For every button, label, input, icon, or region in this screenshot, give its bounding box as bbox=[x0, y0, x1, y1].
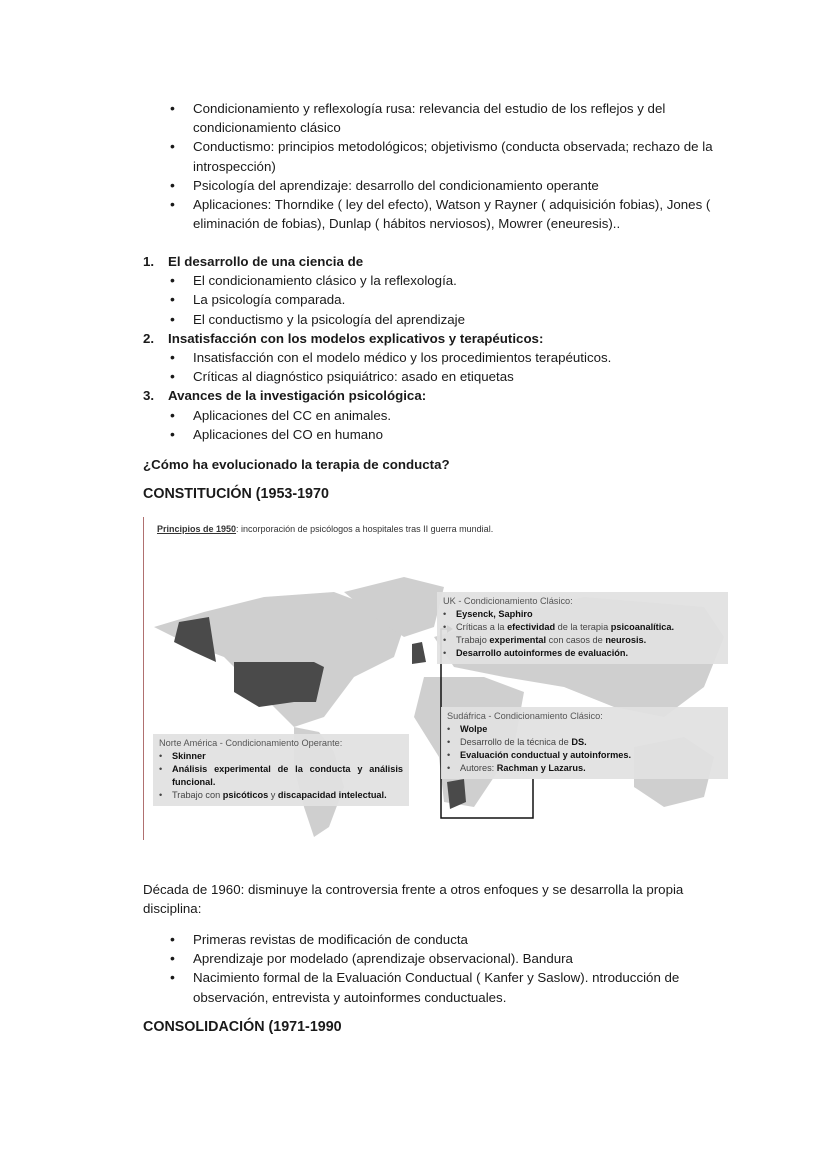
numbered-title: El desarrollo de una ciencia de bbox=[168, 254, 364, 269]
box-item: Eysenck, Saphiro bbox=[456, 609, 533, 619]
section-heading-consolidacion: CONSOLIDACIÓN (1971-1990 bbox=[143, 1019, 342, 1035]
list-item: • Críticas al diagnóstico psiquiátrico: asado en etiquetas bbox=[143, 367, 723, 386]
list-item: • La psicología comparada. bbox=[143, 290, 723, 309]
box-item: • Críticas a la efectividad de la terapia psicoanalítica. bbox=[443, 621, 722, 634]
world-map-figure bbox=[143, 517, 728, 840]
numbered-list bbox=[143, 252, 723, 444]
list-item: • Primeras revistas de modificación de conducta bbox=[143, 930, 723, 949]
list-item: • Conductismo: principios metodológicos; objetivismo (conducta observada; rechazo de la introspección) bbox=[143, 137, 723, 175]
box-title: UK - Condicionamiento Clásico: bbox=[443, 596, 573, 606]
box-item: Skinner bbox=[172, 751, 206, 761]
paragraph-1960: Década de 1960: disminuye la controversia frente a otros enfoques y se desarrolla la propia disciplina: bbox=[143, 882, 684, 917]
box-item: Análisis experimental de la conducta y análisis funcional. bbox=[172, 764, 403, 787]
list-item: • Aplicaciones del CC en animales. bbox=[143, 406, 723, 425]
box-item: • Autores: Rachman y Lazarus. bbox=[447, 762, 722, 775]
box-item: Desarrollo autoinformes de evaluación. bbox=[456, 648, 629, 658]
list-item: • Aprendizaje por modelado (aprendizaje observacional). Bandura bbox=[143, 949, 723, 968]
section-heading-constitucion: CONSTITUCIÓN (1953-1970 bbox=[143, 486, 329, 502]
south-africa-info-box bbox=[441, 707, 728, 779]
numbered-title: Avances de la investigación psicológica: bbox=[168, 388, 427, 404]
caption-label: Principios de 1950 bbox=[157, 524, 237, 534]
list-item: • El conductismo y la psicología del aprendizaje bbox=[143, 310, 723, 329]
box-item: Evaluación conductual y autoinformes. bbox=[460, 750, 632, 760]
question-heading: ¿Cómo ha evolucionado la terapia de conducta? bbox=[143, 457, 450, 472]
uk-info-box bbox=[437, 592, 728, 664]
figure-caption bbox=[157, 524, 493, 534]
bullet-list-1960 bbox=[143, 930, 723, 1007]
list-item: • Psicología del aprendizaje: desarrollo del condicionamiento operante bbox=[143, 176, 723, 195]
numbered-item-3 bbox=[143, 386, 723, 405]
box-item: • Trabajo con psicóticos y discapacidad intelectual. bbox=[159, 789, 403, 802]
list-item: • Nacimiento formal de la Evaluación Conductual ( Kanfer y Saslow). ntroducción de observación, entrevista y autoinformes conductuales. bbox=[143, 968, 723, 1006]
box-title: Sudáfrica - Condicionamiento Clásico: bbox=[447, 711, 603, 721]
number: 3. bbox=[143, 388, 155, 404]
numbered-item-2 bbox=[143, 329, 723, 348]
box-item: • Desarrollo de la técnica de DS. bbox=[447, 736, 722, 749]
numbered-title: Insatisfacción con los modelos explicativos y terapéuticos: bbox=[168, 330, 544, 346]
list-item: • Condicionamiento y reflexología rusa: relevancia del estudio de los reflejos y del condicionamiento clásico bbox=[143, 99, 723, 137]
intro-bullet-list bbox=[143, 99, 723, 233]
number: 2. bbox=[143, 330, 155, 346]
north-america-info-box bbox=[153, 734, 409, 806]
number: 1. bbox=[143, 254, 155, 269]
list-item: • El condicionamiento clásico y la reflexología. bbox=[143, 271, 723, 290]
list-item: • Insatisfacción con el modelo médico y los procedimientos terapéuticos. bbox=[143, 348, 723, 367]
box-title: Norte América - Condicionamiento Operante: bbox=[159, 738, 343, 748]
list-item: • Aplicaciones del CO en humano bbox=[143, 425, 723, 444]
list-item: • Aplicaciones: Thorndike ( ley del efecto), Watson y Rayner ( adquisición fobias), Jones ( eliminación de fobias), Dunlap ( hábitos nerviosos), Mowrer (eneuresis).. bbox=[143, 195, 723, 233]
numbered-item-1 bbox=[143, 252, 723, 271]
box-item: • Trabajo experimental con casos de neurosis. bbox=[443, 634, 722, 647]
caption-text: : incorporación de psicólogos a hospitales tras II guerra mundial. bbox=[236, 524, 494, 534]
box-item: Wolpe bbox=[460, 724, 488, 734]
